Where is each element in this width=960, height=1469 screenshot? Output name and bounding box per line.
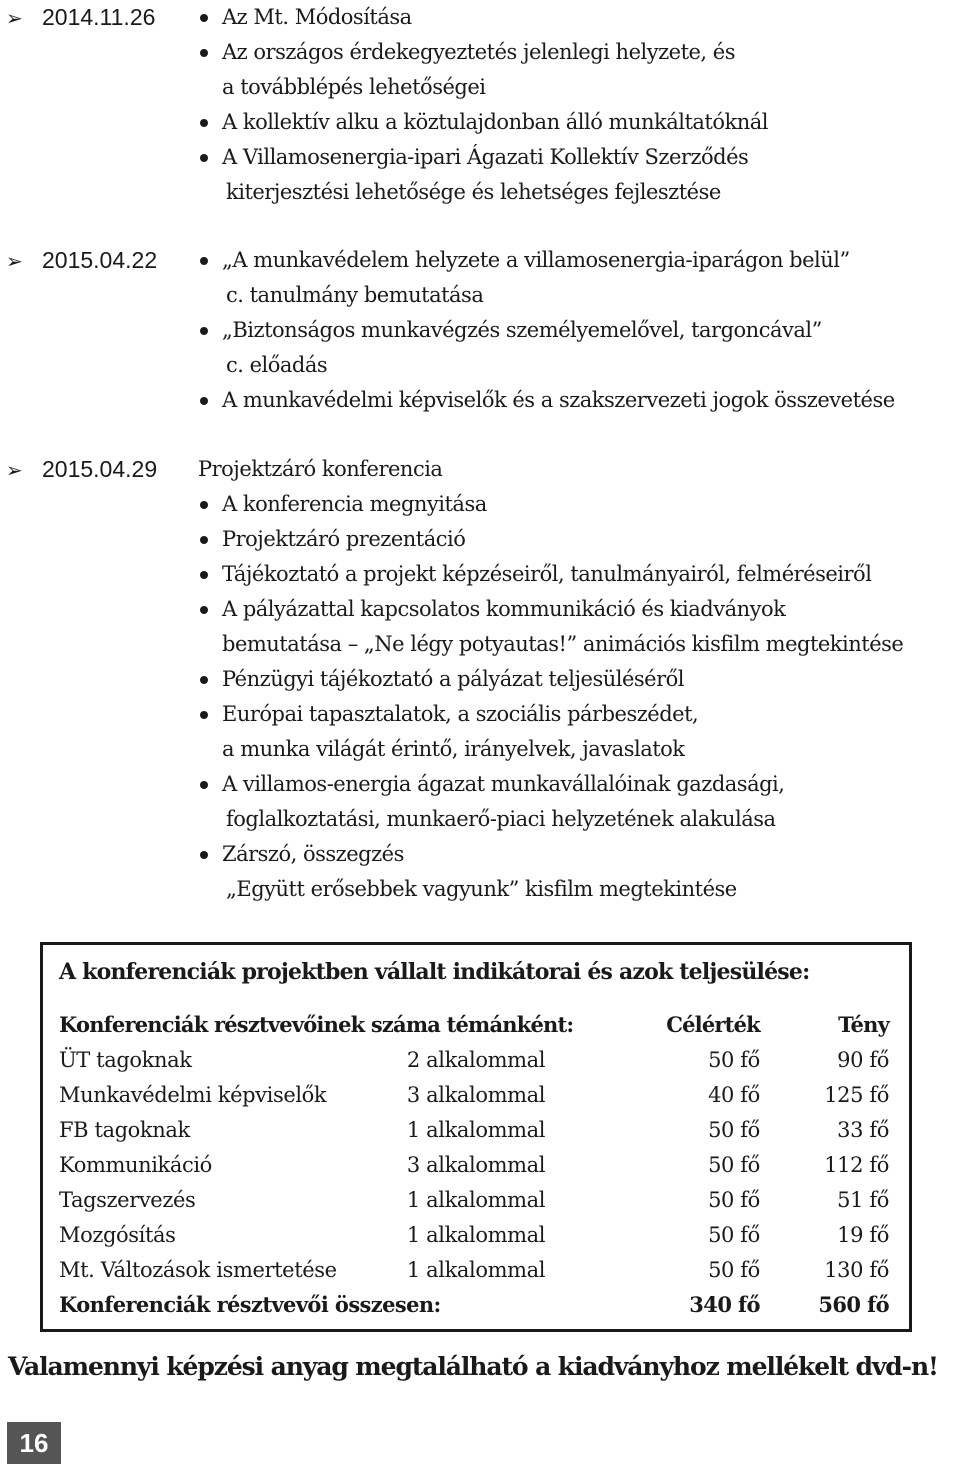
cell-frequency: 1 alkalommal — [406, 1187, 546, 1212]
total-target: 340 fő — [689, 1292, 760, 1317]
header-category: Konferenciák résztvevőinek száma témánként: — [59, 1012, 574, 1037]
cell-frequency: 3 alkalommal — [406, 1152, 546, 1177]
list-item: A Villamosenergia-ipari Ágazati Kollektív Szerződés kiterjesztési lehetősége és lehetséges fejlesztése — [198, 140, 958, 210]
cell-target: 50 fő — [708, 1257, 760, 1282]
list-item: Zárszó, összegzés „Együtt erősebbek vagyunk” kisfilm megtekintése — [198, 837, 958, 907]
cell-target: 50 fő — [708, 1047, 760, 1072]
table-header-row — [59, 1007, 889, 1042]
list-item: Pénzügyi tájékoztató a pályázat teljesüléséről — [198, 662, 958, 697]
table-row — [59, 1147, 889, 1182]
cell-category: Tagszervezés — [59, 1187, 196, 1212]
total-label: Konferenciák résztvevői összesen: — [59, 1292, 441, 1317]
list-item: A pályázattal kapcsolatos kommunikáció és kiadványok bemutatása – „Ne légy potyautas!” animációs kisfilm megtekintése — [198, 592, 958, 662]
indicators-title: A konferenciák projektben vállalt indikátorai és azok teljesülése: — [59, 959, 810, 985]
arrow-bullet-icon: ➢ — [6, 251, 23, 273]
cell-target: 40 fő — [708, 1082, 760, 1107]
list-item: „Biztonságos munkavégzés személyemelővel, targoncával” c. előadás — [198, 313, 958, 383]
cell-actual: 19 fő — [837, 1222, 889, 1247]
cell-actual: 51 fő — [837, 1187, 889, 1212]
list-item: A munkavédelmi képviselők és a szakszervezeti jogok összevetése — [198, 383, 958, 418]
cell-actual: 125 fő — [824, 1082, 889, 1107]
topic-list — [198, 452, 958, 907]
cell-target: 50 fő — [708, 1117, 760, 1142]
cell-frequency: 1 alkalommal — [406, 1222, 546, 1247]
list-item: Európai tapasztalatok, a szociális párbeszédet, a munka világát érintő, irányelvek, javaslatok — [198, 697, 958, 767]
cell-category: Mt. Változások ismertetése — [59, 1257, 337, 1282]
entry-date: ➢ 2015.04.22 — [6, 243, 157, 280]
arrow-bullet-icon: ➢ — [6, 8, 23, 30]
topic-list — [198, 243, 958, 418]
cell-target: 50 fő — [708, 1222, 760, 1247]
table-row — [59, 1217, 889, 1252]
table-total-row — [59, 1287, 889, 1322]
arrow-bullet-icon: ➢ — [6, 460, 23, 482]
cell-category: Munkavédelmi képviselők — [59, 1082, 327, 1107]
cell-actual: 130 fő — [824, 1257, 889, 1282]
cell-target: 50 fő — [708, 1187, 760, 1212]
list-item: A kollektív alku a köztulajdonban álló munkáltatóknál — [198, 105, 958, 140]
indicators-table — [59, 1007, 889, 1322]
cell-category: Kommunikáció — [59, 1152, 212, 1177]
table-row — [59, 1252, 889, 1287]
total-actual: 560 fő — [818, 1292, 889, 1317]
list-item: Tájékoztató a projekt képzéseiről, tanulmányairól, felméréseiről — [198, 557, 958, 592]
cell-category: FB tagoknak — [59, 1117, 190, 1142]
cell-target: 50 fő — [708, 1152, 760, 1177]
table-row — [59, 1077, 889, 1112]
footer-note: Valamennyi képzési anyag megtalálható a kiadványhoz mellékelt dvd-n! — [8, 1352, 938, 1381]
topic-list — [198, 0, 958, 210]
cell-frequency: 3 alkalommal — [406, 1082, 546, 1107]
cell-frequency: 2 alkalommal — [406, 1047, 546, 1072]
table-row — [59, 1042, 889, 1077]
page-number-badge: 16 — [7, 1422, 61, 1464]
indicators-box — [40, 942, 912, 1332]
cell-actual: 33 fő — [837, 1117, 889, 1142]
list-item: „A munkavédelem helyzete a villamosenergia-iparágon belül” c. tanulmány bemutatása — [198, 243, 958, 313]
cell-category: Mozgósítás — [59, 1222, 176, 1247]
table-row — [59, 1112, 889, 1147]
list-item: Projektzáró prezentáció — [198, 522, 958, 557]
entry-date: ➢ 2015.04.29 — [6, 452, 157, 489]
list-item: A konferencia megnyitása — [198, 487, 958, 522]
cell-actual: 112 fő — [824, 1152, 889, 1177]
entry-date: ➢ 2014.11.26 — [6, 0, 155, 37]
list-item: Az országos érdekegyeztetés jelenlegi helyzete, és a továbblépés lehetőségei — [198, 35, 958, 105]
cell-category: ÜT tagoknak — [59, 1047, 192, 1072]
cell-actual: 90 fő — [837, 1047, 889, 1072]
list-item: Az Mt. Módosítása — [198, 0, 958, 35]
header-actual: Tény — [838, 1012, 889, 1037]
table-row — [59, 1182, 889, 1217]
cell-frequency: 1 alkalommal — [406, 1117, 546, 1142]
header-target: Célérték — [666, 1012, 760, 1037]
list-item: A villamos-energia ágazat munkavállalóinak gazdasági, foglalkoztatási, munkaerő-piaci helyzetének alakulása — [198, 767, 958, 837]
section-heading: Projektzáró konferencia — [198, 457, 443, 481]
cell-frequency: 1 alkalommal — [406, 1257, 546, 1282]
